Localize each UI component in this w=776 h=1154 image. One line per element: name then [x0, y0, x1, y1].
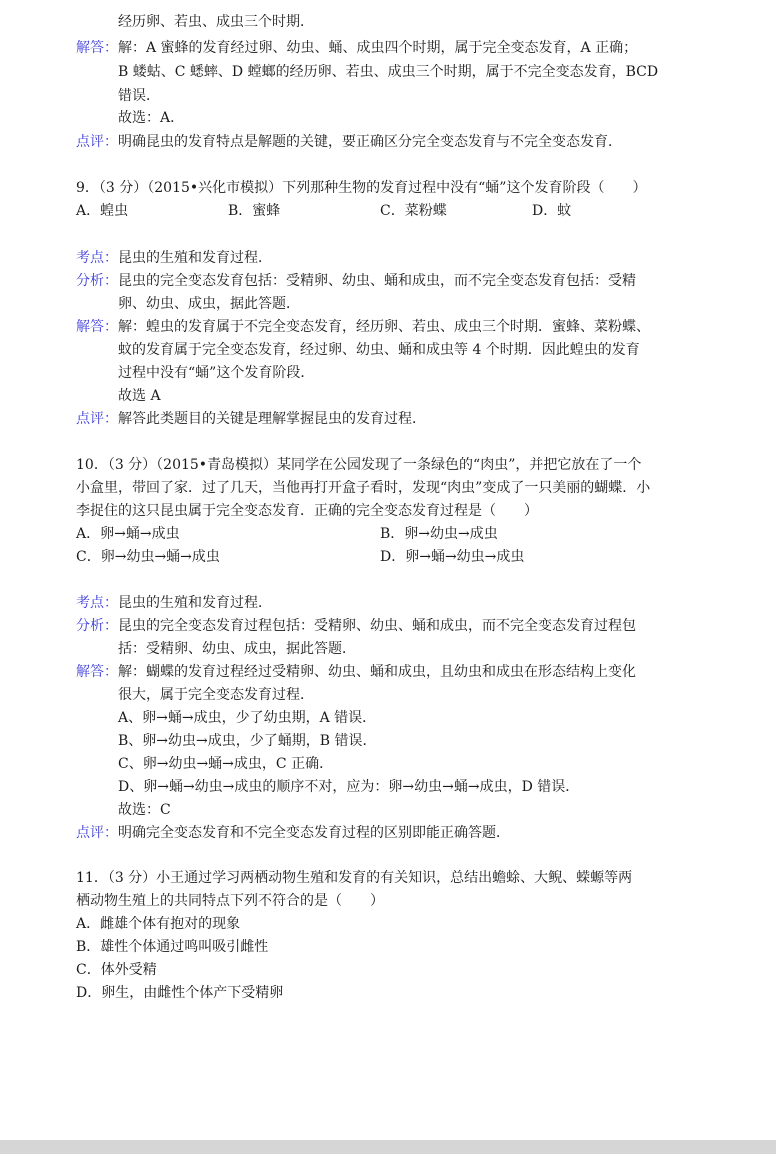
option-c: C．菜粉蝶 [380, 203, 447, 219]
fenxi-label: 分析： [76, 273, 118, 289]
fenxi-line: 昆虫的完全变态发育包括：受精卵、幼虫、蛹和成虫，而不完全变态发育包括：受精 [118, 273, 636, 289]
question-stem: 小盒里，带回了家．过了几天，当他再打开盒子看时，发现“肉虫”变成了一只美丽的蝴蝶．小 [76, 480, 651, 496]
option-c: C．体外受精 [76, 962, 157, 978]
option-d: D．蚊 [532, 203, 572, 219]
answer-line: 解：A 蜜蜂的发育经过卵、幼虫、蛹、成虫四个时期，属于完全变态发育，A 正确； [118, 40, 638, 56]
kaodian-label: 考点： [76, 250, 118, 266]
answer-line: B 蝼蛄、C 蟋蟀、D 螳螂的经历卵、若虫、成虫三个时期，属于不完全变态发育，BCD [118, 64, 659, 80]
answer-line: D、卵→蛹→幼虫→成虫的顺序不对，应为：卵→幼虫→蛹→成虫，D 错误． [118, 779, 580, 795]
kaodian-text: 昆虫的生殖和发育过程． [118, 595, 272, 611]
question-stem: 李捉住的这只昆虫属于完全变态发育．正确的完全变态发育过程是（ ） [76, 503, 538, 519]
question-stem: 栖动物生殖上的共同特点下列不符合的是（ ） [76, 893, 384, 909]
option-b: B．蜜蜂 [228, 203, 281, 219]
kaodian-text: 昆虫的生殖和发育过程． [118, 250, 272, 266]
fenxi-line: 卵、幼虫、成虫，据此答题． [118, 296, 300, 312]
fenxi-label: 分析： [76, 618, 118, 634]
answer-line: 过程中没有“蛹”这个发育阶段． [118, 365, 315, 381]
answer-line: 错误． [118, 88, 160, 104]
answer-label: 解答： [76, 40, 118, 56]
answer-line: 蚊的发育属于完全变态发育，经过卵、幼虫、蛹和成虫等 4 个时期．因此蝗虫的发育 [118, 342, 640, 358]
comment-label: 点评： [76, 411, 118, 427]
answer-line: 解：蝴蝶的发育过程经过受精卵、幼虫、蛹和成虫，且幼虫和成虫在形态结构上变化 [118, 664, 636, 680]
option-b: B．卵→幼虫→成虫 [380, 526, 498, 542]
answer-line: C、卵→幼虫→蛹→成虫，C 正确． [118, 756, 334, 772]
question-stem: 10．（3 分）（2015•青岛模拟）某同学在公园发现了一条绿色的“肉虫”，并把它放在了一个 [76, 457, 642, 473]
option-a: A．卵→蛹→成虫 [76, 526, 180, 542]
answer-label: 解答： [76, 319, 118, 335]
prev-text-line: 经历卵、若虫、成虫三个时期． [118, 14, 314, 30]
answer-line: A、卵→蛹→成虫，少了幼虫期，A 错误． [118, 710, 377, 726]
option-d: D．卵→蛹→幼虫→成虫 [380, 549, 525, 565]
answer-line: 很大，属于完全变态发育过程． [118, 687, 314, 703]
comment-text: 明确完全变态发育和不完全变态发育过程的区别即能正确答题． [118, 825, 510, 841]
kaodian-label: 考点： [76, 595, 118, 611]
answer-line: 故选：C [118, 802, 171, 818]
comment-label: 点评： [76, 825, 118, 841]
option-c: C．卵→幼虫→蛹→成虫 [76, 549, 220, 565]
question-stem: 11．（3 分）小王通过学习两栖动物生殖和发育的有关知识，总结出蟾蜍、大鲵、蝾螈等两 [76, 870, 633, 886]
comment-label: 点评： [76, 134, 118, 150]
answer-line: B、卵→幼虫→成虫，少了蛹期，B 错误． [118, 733, 377, 749]
answer-line: 故选：A． [118, 110, 185, 126]
option-a: A．蝗虫 [76, 203, 129, 219]
answer-label: 解答： [76, 664, 118, 680]
page-bottom-bar [0, 1140, 776, 1154]
option-a: A．雌雄个体有抱对的现象 [76, 916, 241, 932]
fenxi-line: 括：受精卵、幼虫、成虫，据此答题． [118, 641, 356, 657]
fenxi-line: 昆虫的完全变态发育过程包括：受精卵、幼虫、蛹和成虫，而不完全变态发育过程包 [118, 618, 636, 634]
answer-line: 故选 A [118, 388, 161, 404]
option-d: D．卵生，由雌性个体产下受精卵 [76, 985, 284, 1001]
question-stem: 9．（3 分）（2015•兴化市模拟）下列那种生物的发育过程中没有“蛹”这个发育阶段（ ） [76, 180, 647, 196]
comment-text: 明确昆虫的发育特点是解题的关键，要正确区分完全变态发育与不完全变态发育． [118, 134, 622, 150]
answer-line: 解：蝗虫的发育属于不完全变态发育，经历卵、若虫、成虫三个时期．蜜蜂、菜粉蝶、 [118, 319, 650, 335]
option-b: B．雄性个体通过鸣叫吸引雌性 [76, 939, 269, 955]
comment-text: 解答此类题目的关键是理解掌握昆虫的发育过程． [118, 411, 426, 427]
